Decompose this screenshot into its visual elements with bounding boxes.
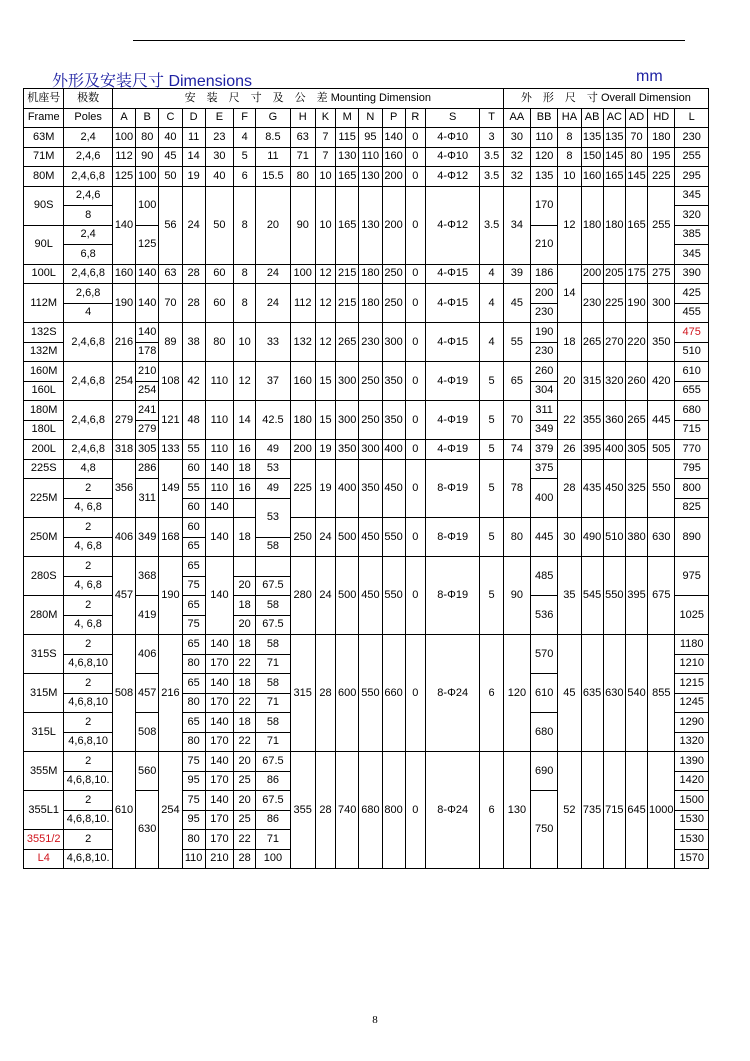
table-row: 280M 2 419 65 18 58 536 1025 — [24, 596, 709, 616]
table-row: 4 230 455 — [24, 303, 709, 323]
mounting-header: 安 装 尺 寸 及 公 差 Mounting Dimension — [112, 89, 503, 109]
column-header-r: R — [405, 108, 425, 128]
table-row: 355L1 2 630 75 140 20 67.5 750 1500 — [24, 791, 709, 811]
table-row: 4,6,8,10. 95 170 25 86 1420 — [24, 771, 709, 791]
column-header-n: N — [359, 108, 382, 128]
table-row: 132S 2,4,6,8 216 140 89 38 80 10 33 132 12 265 230 300 0 4-Φ15 4 55 190 18 265 270 220 350 475 — [24, 323, 709, 343]
table-row: 4, 6,8 60 140 53 825 — [24, 498, 709, 518]
column-header-ha: HA — [558, 108, 581, 128]
table-row: 90S 2,4,6 140 100 56 24 50 8 20 90 10 165 130 200 0 4-Φ12 3.5 34 170 12 180 180 165 255 345 — [24, 186, 709, 206]
table-row: 4,6,8,10. 95 170 25 86 1530 — [24, 810, 709, 830]
table-row: 200L 2,4,6,8 318 305 133 55 110 16 49 200 19 350 300 400 0 4-Φ19 5 74 379 26 395 400 305 505 770 — [24, 440, 709, 460]
column-header-bb: BB — [531, 108, 558, 128]
column-header-ab: AB — [581, 108, 603, 128]
table-row: 63M 2,4 100 80 40 11 23 4 8.5 63 7 115 95 140 0 4-Φ10 3 30 110 8 135 135 70 180 230 — [24, 128, 709, 148]
table-row: 4,6,8,10 80 170 22 71 1320 — [24, 732, 709, 752]
column-header-l: L — [675, 108, 709, 128]
column-header-hd: HD — [648, 108, 675, 128]
table-row: 280S 2 457 368 190 65 140 280 24 500 450 550 0 8-Φ19 5 90 485 35 545 550 395 675 975 — [24, 557, 709, 577]
table-row: 90L 2,4 125 210 385 — [24, 225, 709, 245]
column-header-g: G — [256, 108, 290, 128]
table-row: 4, 6,8 65 58 — [24, 537, 709, 557]
table-row: 4, 6,8 75 20 67.5 — [24, 615, 709, 635]
dimensions-table — [23, 88, 709, 869]
table-row: 4,6,8,10 80 170 22 71 1210 — [24, 654, 709, 674]
table-row: 80M 2,4,6,8 125 100 50 19 40 6 15.5 80 10 165 130 200 0 4-Φ12 3.5 32 135 10 160 165 145 225 295 — [24, 167, 709, 187]
table-row: 355M 2 610 560 254 75 140 20 67.5 355 28 740 680 800 0 8-Φ24 6 130 690 52 735 715 645 1000 1390 — [24, 752, 709, 772]
table-row: 160M 2,4,6,8 254 210 108 42 110 12 37 160 15 300 250 350 0 4-Φ19 5 65 260 20 315 320 260 420 610 — [24, 362, 709, 382]
table-row: 315M 2 457 65 140 18 58 610 1215 — [24, 674, 709, 694]
top-rule — [133, 40, 685, 41]
column-header-aa: AA — [503, 108, 530, 128]
table-row: 100L 2,4,6,8 160 140 63 28 60 8 24 100 12 215 180 250 0 4-Φ15 4 39 186 14 200 205 175 275 390 — [24, 264, 709, 284]
column-header-h: H — [290, 108, 315, 128]
column-header-p: P — [382, 108, 405, 128]
poles-header: Poles — [64, 108, 112, 128]
page-title: 外形及安装尺寸 Dimensions — [52, 73, 253, 90]
table-row: 4, 6,8 75 20 67.5 — [24, 576, 709, 596]
table-row: 71M 2,4,6 112 90 45 14 30 5 11 71 7 130 110 160 0 4-Φ10 3.5 32 120 8 150 145 80 195 255 — [24, 147, 709, 167]
header-row-en — [24, 108, 709, 128]
table-row: 225S 4,8 356 286 149 60 140 18 53 225 19 400 350 450 0 8-Φ19 5 78 375 28 435 450 325 550 795 — [24, 459, 709, 479]
table-row: L4 4,6,8,10. 110 210 28 100 1570 — [24, 849, 709, 869]
overall-header: 外 形 尺 寸 Overall Dimension — [503, 89, 708, 109]
column-header-d: D — [182, 108, 205, 128]
table-row: 4,6,8,10 80 170 22 71 1245 — [24, 693, 709, 713]
column-header-m: M — [336, 108, 359, 128]
table-row: 315S 2 508 406 216 65 140 18 58 315 28 600 550 660 0 8-Φ24 6 120 570 45 635 630 540 855 1180 — [24, 635, 709, 655]
table-row: 315L 2 508 65 140 18 58 680 1290 — [24, 713, 709, 733]
table-row: 112M 2,6,8 190 140 70 28 60 8 24 112 12 215 180 250 0 4-Φ15 4 45 200 230 225 190 300 425 — [24, 284, 709, 304]
column-header-f: F — [234, 108, 256, 128]
column-header-ac: AC — [603, 108, 625, 128]
header-row-cn — [24, 89, 709, 109]
frame-header-cn: 机座号 — [24, 89, 64, 109]
column-header-a: A — [112, 108, 135, 128]
table-row: 180M 2,4,6,8 279 241 121 48 110 14 42.5 180 15 300 250 350 0 4-Φ19 5 70 311 22 355 360 265 445 680 — [24, 401, 709, 421]
table-row: 250M 2 406 349 168 60 140 18 250 24 500 450 550 0 8-Φ19 5 80 445 30 490 510 380 630 890 — [24, 518, 709, 538]
column-header-e: E — [205, 108, 233, 128]
table-row: 8 320 — [24, 206, 709, 226]
frame-header: Frame — [24, 108, 64, 128]
unit-label: mm — [636, 68, 663, 85]
column-header-b: B — [136, 108, 159, 128]
poles-header-cn: 极数 — [64, 89, 112, 109]
table-row: 3551/2 2 80 170 22 71 1530 — [24, 830, 709, 850]
column-header-t: T — [480, 108, 503, 128]
column-header-k: K — [315, 108, 335, 128]
column-header-ad: AD — [625, 108, 647, 128]
column-header-s: S — [425, 108, 480, 128]
table-row: 6,8 345 — [24, 245, 709, 265]
table-row: 160L 254 304 655 — [24, 381, 709, 401]
table-row: 132M 178 230 510 — [24, 342, 709, 362]
page-number: 8 — [372, 1014, 378, 1026]
table-row: 180L 279 349 715 — [24, 420, 709, 440]
column-header-c: C — [159, 108, 182, 128]
table-row: 225M 2 311 55 110 16 49 400 800 — [24, 479, 709, 499]
